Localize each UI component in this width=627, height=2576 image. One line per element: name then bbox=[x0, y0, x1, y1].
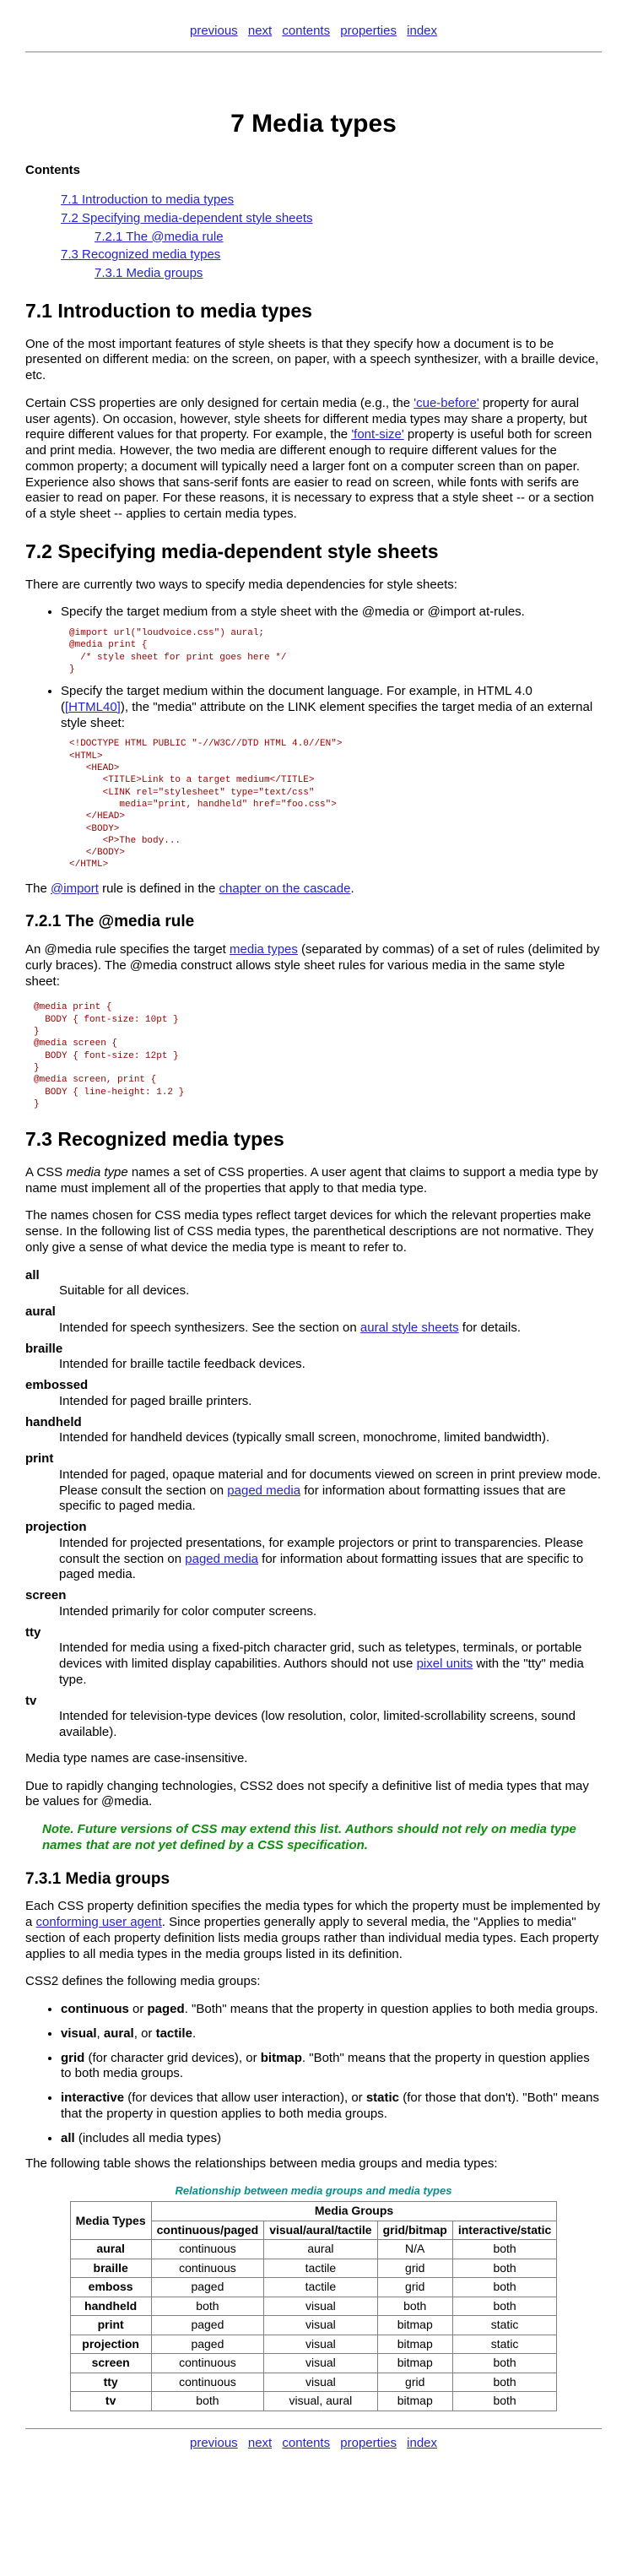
media-types-link[interactable]: media types bbox=[230, 942, 298, 957]
code-example: <!DOCTYPE HTML PUBLIC "-//W3C//DTD HTML 4.0//EN"> <HTML> <HEAD> <TITLE>Link to a target medium</TITLE> <LINK rel="stylesheet" type="text/css" media="print, handheld" href="foo.css"> </HEAD> <BODY> <P>The body... </BODY> </HTML> bbox=[69, 739, 343, 870]
term-print: print bbox=[25, 1451, 54, 1467]
list-item: • grid (for character grid devices), or bitmap. "Both" means that the property in question applies to both media groups. bbox=[61, 2051, 602, 2083]
table-cell: both bbox=[151, 2392, 264, 2411]
table-header-media-types: Media Types bbox=[70, 2202, 151, 2240]
desc-all: Suitable for all devices. bbox=[59, 1283, 190, 1299]
table-row-label: projection bbox=[70, 2335, 151, 2354]
table-row bbox=[70, 2373, 557, 2392]
paged-media-link[interactable]: paged media bbox=[185, 1551, 258, 1566]
list-item: • Specify the target medium within the document language. For example, in HTML 4.0 ([HTML40]), the "media" attribute on the LINK element specifies the target media of an external style sheet: <!DOCTYPE HTML PUBLIC "-//W3C//DTD HTML 4.0//EN"> <HTML> <HEAD> <TITLE>Link to a target medium</TITLE> <LINK rel="stylesheet" type="text/css" media="print, handheld" href="foo.css"> </HEAD> <BODY> <P>The body... </BODY> </HTML> bbox=[61, 684, 602, 871]
term-tty: tty bbox=[25, 1624, 41, 1640]
table-cell: both bbox=[452, 2259, 557, 2278]
desc-braille: Intended for braille tactile feedback devices. bbox=[59, 1357, 305, 1372]
table-cell: continuous bbox=[151, 2373, 264, 2392]
paragraph: A CSS media type names a set of CSS properties. A user agent that claims to support a media type by name must implement all of the properties that apply to that media type. bbox=[25, 1164, 598, 1196]
list-item: • visual, aural, or tactile. bbox=[61, 2026, 602, 2042]
term-braille: braille bbox=[25, 1341, 63, 1356]
nav-contents-link[interactable]: contents bbox=[282, 24, 331, 38]
table-cell: both bbox=[452, 2278, 557, 2297]
paragraph: CSS2 defines the following media groups: bbox=[25, 1974, 261, 1989]
top-navbar bbox=[25, 0, 602, 52]
cascade-chapter-link[interactable]: chapter on the cascade bbox=[219, 881, 351, 896]
media-type-list bbox=[25, 1268, 602, 1741]
desc-aural: Intended for speech synthesizers. See the section on aural style sheets for details. bbox=[59, 1320, 521, 1335]
table-cell: tactile bbox=[264, 2259, 377, 2278]
pixel-units-link[interactable]: pixel units bbox=[416, 1657, 473, 1672]
table-cell: visual bbox=[264, 2297, 377, 2316]
table-cell: paged bbox=[151, 2278, 264, 2297]
table-of-contents bbox=[61, 193, 602, 282]
table-cell: visual bbox=[264, 2316, 377, 2335]
table-row-label: screen bbox=[70, 2354, 151, 2373]
import-link[interactable]: @import bbox=[51, 881, 99, 896]
table-row bbox=[70, 2278, 557, 2297]
conforming-user-agent-link[interactable]: conforming user agent bbox=[35, 1915, 162, 1930]
paragraph: Each CSS property definition specifies the media types for which the property must be implemented by a conforming user agent. Since properties generally apply to several media, the "Applies to media" section of each property definition lists media groups rather than individual media types. Each property applies to all media types in the media groups listed in its definition. bbox=[25, 1899, 601, 1961]
desc-handheld: Intended for handheld devices (typically small screen, monochrome, limited bandwidth). bbox=[59, 1430, 550, 1445]
contents-heading: Contents bbox=[25, 163, 80, 178]
table-cell: static bbox=[452, 2335, 557, 2354]
term-tv: tv bbox=[25, 1693, 37, 1708]
aural-style-sheets-link[interactable]: aural style sheets bbox=[359, 1320, 459, 1335]
section-heading-7-3: 7.3 Recognized media types bbox=[25, 1128, 284, 1151]
table-caption: Relationship between media groups and media types bbox=[175, 2184, 452, 2198]
section-heading-7-2: 7.2 Specifying media-dependent style sheets bbox=[25, 540, 439, 562]
cue-before-link[interactable]: 'cue-before' bbox=[413, 395, 479, 410]
note: Note. Future versions of CSS may extend this list. Authors should not rely on media type names that are not yet defined by a CSS specification. bbox=[42, 1822, 576, 1852]
desc-tv: Intended for television-type devices (low resolution, color, limited-scrollability screens, sound available). bbox=[59, 1709, 576, 1740]
table-row-label: braille bbox=[70, 2259, 151, 2278]
code-example: @media print { BODY { font-size: 10pt } } @media screen { BODY { font-size: 12pt } } @media screen, print { BODY { line-height: 1.2 } } bbox=[34, 1002, 185, 1109]
table-row bbox=[70, 2297, 557, 2316]
table-row-label: tv bbox=[70, 2392, 151, 2411]
desc-embossed: Intended for paged braille printers. bbox=[59, 1393, 252, 1408]
paragraph: The following table shows the relationships between media groups and media types: bbox=[25, 2156, 498, 2172]
table-cell: both bbox=[452, 2392, 557, 2411]
paragraph: One of the most important features of style sheets is that they specify how a document is to be presented on different media: on the screen, on paper, with a speech synthesizer, with a braille device, etc. bbox=[25, 336, 599, 382]
table-row-label: emboss bbox=[70, 2278, 151, 2297]
table-row-label: handheld bbox=[70, 2297, 151, 2316]
table-cell: bitmap bbox=[377, 2335, 452, 2354]
nav-index-link[interactable]: index bbox=[407, 2435, 438, 2450]
paged-media-link[interactable]: paged media bbox=[227, 1483, 301, 1498]
table-cell: continuous bbox=[151, 2240, 264, 2259]
table-row bbox=[70, 2316, 557, 2335]
toc-link-7-3[interactable]: 7.3 Recognized media types bbox=[61, 247, 221, 263]
table-cell: grid bbox=[377, 2259, 452, 2278]
toc-link-7-2[interactable]: 7.2 Specifying media-dependent style sheets bbox=[61, 210, 313, 225]
nav-contents-link[interactable]: contents bbox=[282, 2435, 331, 2450]
table-cell: grid bbox=[377, 2373, 452, 2392]
table-cell: bitmap bbox=[377, 2316, 452, 2335]
paragraph: There are currently two ways to specify media dependencies for style sheets: bbox=[25, 577, 457, 592]
term-aural: aural bbox=[25, 1304, 56, 1320]
toc-link-7-3-1[interactable]: 7.3.1 Media groups bbox=[95, 266, 203, 280]
toc-link-7-2-1[interactable]: 7.2.1 The @media rule bbox=[95, 229, 224, 244]
table-cell: continuous bbox=[151, 2259, 264, 2278]
table-row bbox=[70, 2259, 557, 2278]
table-cell: bitmap bbox=[377, 2354, 452, 2373]
term-projection: projection bbox=[25, 1520, 87, 1535]
table-body bbox=[70, 2240, 557, 2411]
desc-print: Intended for paged, opaque material and for documents viewed on screen in print preview mode. Please consult the section on paged media for information about formatting issues that are specific to paged media. bbox=[59, 1467, 602, 1514]
table-cell: tactile bbox=[264, 2278, 377, 2297]
table-cell: both bbox=[151, 2297, 264, 2316]
table-cell: visual bbox=[264, 2354, 377, 2373]
table-cell: N/A bbox=[377, 2240, 452, 2259]
nav-properties-link[interactable]: properties bbox=[340, 2435, 397, 2450]
paragraph: Certain CSS properties are only designed for certain media (e.g., the 'cue-before' property for aural user agents). On occasion, however, style sheets for different media types may share a property, but require different values for that property. For example, the 'font-size' property is useful both for screen and print media. However, the two media are different enough to require different values for the common property; a document will typically need a larger font on a computer screen than on paper. Experience also shows that sans-serif fonts are easier to read on screen, while fonts with serifs are easier to read on paper. For these reasons, it is necessary to express that a style sheet -- or a section of a style sheet -- applies to certain media types. bbox=[25, 395, 594, 521]
page-title: 7 Media types bbox=[230, 109, 397, 138]
section-heading-7-2-1: 7.2.1 The @media rule bbox=[25, 913, 195, 931]
table-cell: continuous bbox=[151, 2354, 264, 2373]
bullet-list bbox=[25, 605, 602, 870]
list-item: • continuous or paged. "Both" means that the property in question applies to both media groups. bbox=[61, 2002, 602, 2018]
table-col-header: grid/bitmap bbox=[377, 2221, 452, 2240]
table-row-label: print bbox=[70, 2316, 151, 2335]
table-cell: both bbox=[452, 2297, 557, 2316]
list-item: • interactive (for devices that allow user interaction), or static (for those that don't). "Both" means that the property in question applies to both media groups. bbox=[61, 2091, 602, 2123]
list-item: • Specify the target medium from a style sheet with the @media or @import at-rules. @import url("loudvoice.css") aural; @media print { /* style sheet for print goes here */ } bbox=[61, 605, 602, 675]
nav-next-link[interactable]: next bbox=[247, 24, 273, 38]
font-size-link[interactable]: 'font-size' bbox=[351, 427, 404, 442]
table-cell: static bbox=[452, 2316, 557, 2335]
media-groups-table bbox=[70, 2184, 558, 2411]
term-screen: screen bbox=[25, 1588, 67, 1603]
table-cell: visual bbox=[264, 2373, 377, 2392]
toc-link-7-1[interactable]: 7.1 Introduction to media types bbox=[61, 193, 235, 207]
list-item: • all (includes all media types) bbox=[61, 2131, 602, 2147]
paragraph: Media type names are case-insensitive. bbox=[25, 1750, 248, 1765]
section-heading-7-1: 7.1 Introduction to media types bbox=[25, 299, 312, 322]
desc-screen: Intended primarily for color computer screens. bbox=[59, 1603, 317, 1619]
table-cell: both bbox=[452, 2354, 557, 2373]
term-handheld: handheld bbox=[25, 1414, 82, 1429]
table-row bbox=[70, 2240, 557, 2259]
paragraph: An @media rule specifies the target media types (separated by commas) of a set of rules (delimited by curly braces). The @media construct allows style sheet rules for various media in the same style sheet: bbox=[25, 942, 600, 989]
nav-previous-link[interactable]: previous bbox=[189, 2435, 238, 2450]
table-cell: visual bbox=[264, 2335, 377, 2354]
paragraph: The names chosen for CSS media types reflect target devices for which the relevant properties make sense. In the following list of CSS media types, the parenthetical descriptions are not normative. They only give a sense of what device the media type is meant to refer to. bbox=[25, 1208, 594, 1255]
desc-tty: Intended for media using a fixed-pitch character grid, such as teletypes, terminals, or portable devices with limited display capabilities. Authors should not use pixel units with the "tty" media type. bbox=[59, 1641, 584, 1687]
section-heading-7-3-1: 7.3.1 Media groups bbox=[25, 1869, 170, 1888]
table-header-media-groups: Media Groups bbox=[151, 2202, 557, 2221]
code-example: @import url("loudvoice.css") aural; @media print { /* style sheet for print goes here */ } bbox=[69, 628, 287, 675]
bottom-navbar bbox=[25, 2429, 602, 2469]
table-cell: paged bbox=[151, 2335, 264, 2354]
table-cell: paged bbox=[151, 2316, 264, 2335]
term-all: all bbox=[25, 1267, 40, 1283]
table-cell: both bbox=[452, 2240, 557, 2259]
nav-index-link[interactable]: index bbox=[407, 24, 438, 38]
table-row-label: tty bbox=[70, 2373, 151, 2392]
table-cell: bitmap bbox=[377, 2392, 452, 2411]
html40-link[interactable]: [HTML40] bbox=[65, 699, 121, 714]
media-group-list bbox=[25, 2002, 602, 2146]
table-row-label: aural bbox=[70, 2240, 151, 2259]
nav-next-link[interactable]: next bbox=[247, 2435, 273, 2450]
table-cell: both bbox=[377, 2297, 452, 2316]
nav-previous-link[interactable]: previous bbox=[189, 24, 238, 38]
table-cell: both bbox=[452, 2373, 557, 2392]
table-col-header: interactive/static bbox=[452, 2221, 557, 2240]
table-row bbox=[70, 2392, 557, 2411]
table-cell: aural bbox=[264, 2240, 377, 2259]
table-row bbox=[70, 2354, 557, 2373]
table-cell: grid bbox=[377, 2278, 452, 2297]
term-embossed: embossed bbox=[25, 1378, 89, 1393]
table-col-header: visual/aural/tactile bbox=[264, 2221, 377, 2240]
nav-properties-link[interactable]: properties bbox=[340, 24, 397, 38]
table-row bbox=[70, 2335, 557, 2354]
table-wrapper bbox=[25, 2184, 602, 2428]
paragraph: Due to rapidly changing technologies, CSS2 does not specify a definitive list of media types that may be values for @media. bbox=[25, 1778, 589, 1809]
table-cell: visual, aural bbox=[264, 2392, 377, 2411]
table-col-header: continuous/paged bbox=[151, 2221, 264, 2240]
paragraph: The @import rule is defined in the chapter on the cascade. bbox=[25, 881, 354, 896]
desc-projection: Intended for projected presentations, for example projectors or print to transparencies. Please consult the section on paged media for information about formatting issues that are specific to paged media. bbox=[59, 1535, 584, 1582]
